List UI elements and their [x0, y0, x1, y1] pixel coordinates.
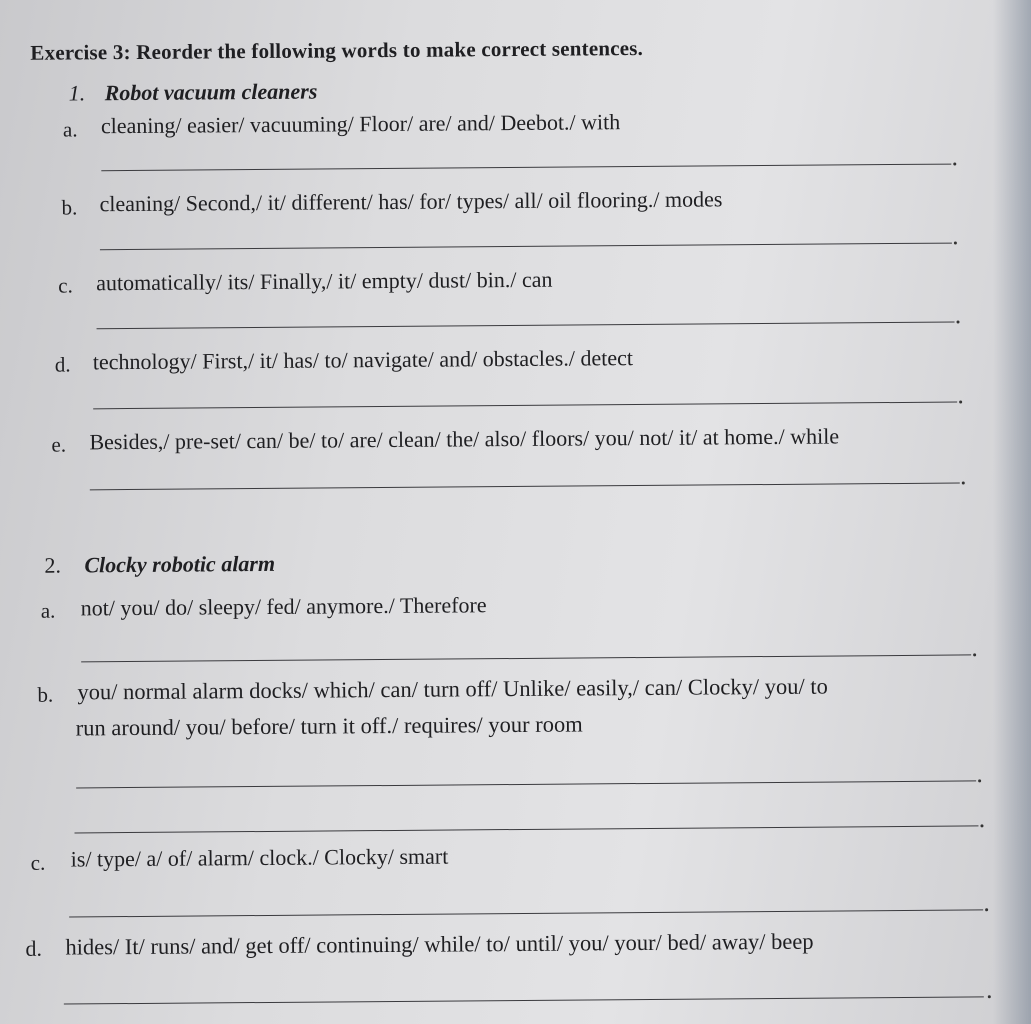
line-end-dot — [959, 400, 962, 403]
answer-line[interactable] — [76, 780, 976, 788]
line-end-dot — [954, 242, 957, 245]
answer-line[interactable] — [100, 243, 952, 251]
item-letter: d. — [25, 935, 43, 961]
answer-line[interactable] — [90, 483, 960, 491]
page-edge-shadow — [993, 0, 1031, 1024]
line-end-dot — [973, 653, 976, 656]
item-prompt: cleaning/ Second,/ it/ different/ has/ for/ types/ all/ oil flooring./ modes — [99, 186, 723, 217]
item-prompt: cleaning/ easier/ vacuuming/ Floor/ are/ and/ Deebot./ with — [100, 109, 621, 139]
exercise-heading: Exercise 3: Reorder the following words to make correct sentences. — [30, 35, 644, 65]
item-prompt-continued: run around/ you/ before/ turn it off./ requires/ your room — [75, 711, 583, 741]
line-end-dot — [985, 908, 988, 911]
item-prompt: technology/ First,/ it/ has/ to/ navigate/ and/ obstacles./ detect — [92, 345, 633, 375]
item-letter: a. — [40, 598, 56, 623]
line-end-dot — [957, 321, 960, 324]
answer-line[interactable] — [64, 996, 984, 1004]
item-prompt: Besides,/ pre-set/ can/ be/ to/ are/ clean/ the/ also/ floors/ you/ not/ it/ at home./ while — [89, 423, 840, 455]
item-prompt: automatically/ its/ Finally,/ it/ empty/ dust/ bin./ can — [96, 266, 553, 296]
item-letter: c. — [30, 850, 46, 875]
item-letter: c. — [58, 273, 73, 298]
line-end-dot — [962, 481, 965, 484]
section-2-title: Clocky robotic alarm — [84, 550, 276, 578]
item-letter: b. — [37, 682, 54, 707]
answer-line[interactable] — [81, 654, 971, 662]
answer-line[interactable] — [93, 402, 957, 410]
answer-line[interactable] — [101, 164, 951, 172]
answer-line[interactable] — [69, 909, 983, 917]
section-2-number: 2. — [44, 552, 62, 578]
item-prompt: you/ normal alarm docks/ which/ can/ turn off/ Unlike/ easily,/ can/ Clocky/ you/ to — [77, 673, 828, 705]
item-letter: a. — [62, 117, 78, 142]
line-end-dot — [988, 995, 991, 998]
line-end-dot — [980, 824, 983, 827]
line-end-dot — [978, 779, 981, 782]
section-1-title: Robot vacuum cleaners — [104, 78, 318, 106]
item-letter: e. — [51, 432, 67, 457]
answer-line[interactable] — [75, 825, 979, 833]
line-end-dot — [953, 163, 956, 166]
answer-line[interactable] — [97, 322, 955, 330]
item-prompt: not/ you/ do/ sleepy/ fed/ anymore./ Therefore — [80, 592, 487, 621]
item-letter: d. — [54, 352, 71, 377]
item-letter: b. — [61, 195, 78, 220]
item-prompt: hides/ It/ runs/ and/ get off/ continuing/ while/ to/ until/ you/ your/ bed/ away/ beep — [65, 928, 814, 960]
item-prompt: is/ type/ a/ of/ alarm/ clock./ Clocky/ smart — [70, 843, 449, 872]
section-1-number: 1. — [68, 80, 86, 106]
